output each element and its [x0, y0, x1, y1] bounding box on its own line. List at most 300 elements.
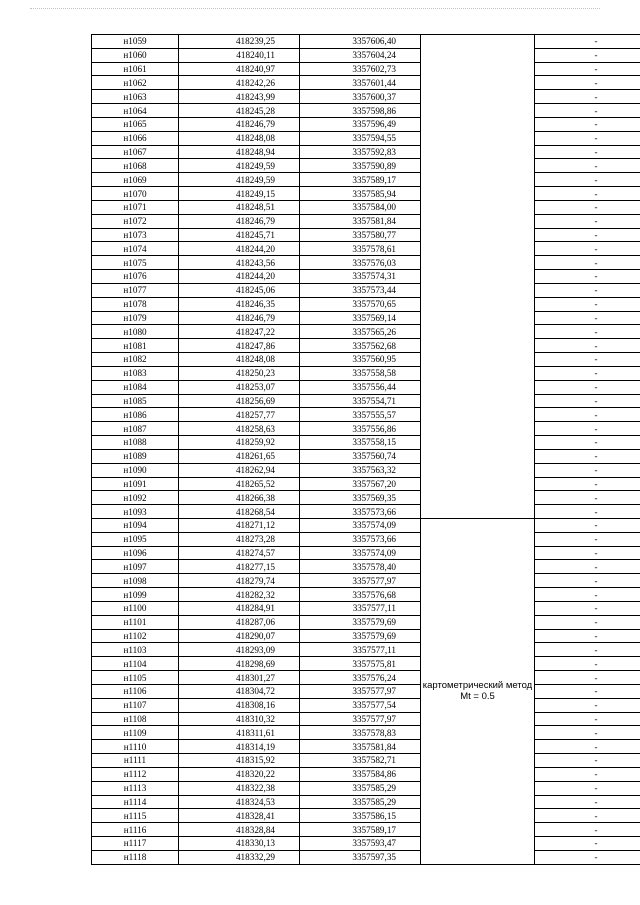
coordinate-y: 3357573,66 — [300, 532, 421, 546]
error-value: - — [535, 200, 640, 214]
coordinate-x: 418282,32 — [179, 588, 300, 602]
coordinate-y: 3357574,09 — [300, 518, 421, 532]
table-row — [92, 532, 640, 546]
coordinate-y: 3357569,35 — [300, 491, 421, 505]
point-name: н1103 — [92, 643, 179, 657]
table-row — [92, 117, 640, 131]
coordinate-x: 418304,72 — [179, 684, 300, 698]
table-row — [92, 823, 640, 837]
table-row — [92, 436, 640, 450]
coordinate-x: 418247,86 — [179, 339, 300, 353]
error-value: - — [535, 754, 640, 768]
error-value: - — [535, 76, 640, 90]
table-row — [92, 187, 640, 201]
point-name: н1106 — [92, 684, 179, 698]
table-row — [92, 62, 640, 76]
error-value: - — [535, 449, 640, 463]
point-name: н1089 — [92, 449, 179, 463]
table-row — [92, 200, 640, 214]
point-name: н1059 — [92, 35, 179, 49]
coordinate-x: 418250,23 — [179, 366, 300, 380]
coordinate-x: 418256,69 — [179, 394, 300, 408]
scan-header-noise — [30, 8, 600, 15]
table-row — [92, 795, 640, 809]
error-value: - — [535, 657, 640, 671]
table-row — [92, 325, 640, 339]
point-name: н1090 — [92, 463, 179, 477]
table-row — [92, 422, 640, 436]
error-value: - — [535, 767, 640, 781]
coordinate-y: 3357577,97 — [300, 684, 421, 698]
error-value: - — [535, 615, 640, 629]
coordinate-y: 3357606,40 — [300, 35, 421, 49]
point-name: н1083 — [92, 366, 179, 380]
coordinate-y: 3357584,00 — [300, 200, 421, 214]
coordinate-x: 418258,63 — [179, 422, 300, 436]
table-row — [92, 394, 640, 408]
coordinate-y: 3357600,37 — [300, 90, 421, 104]
coordinate-x: 418248,51 — [179, 200, 300, 214]
point-name: н1101 — [92, 615, 179, 629]
error-value: - — [535, 48, 640, 62]
error-value: - — [535, 394, 640, 408]
point-name: н1091 — [92, 477, 179, 491]
coordinate-x: 418332,29 — [179, 850, 300, 864]
point-name: н1104 — [92, 657, 179, 671]
coordinate-x: 418259,92 — [179, 436, 300, 450]
point-name: н1061 — [92, 62, 179, 76]
point-name: н1087 — [92, 422, 179, 436]
error-value: - — [535, 518, 640, 532]
error-value: - — [535, 297, 640, 311]
error-value: - — [535, 546, 640, 560]
coordinate-x: 418277,15 — [179, 560, 300, 574]
table-row — [92, 712, 640, 726]
point-name: н1076 — [92, 270, 179, 284]
point-name: н1068 — [92, 159, 179, 173]
table-row — [92, 35, 640, 49]
coordinate-y: 3357558,15 — [300, 436, 421, 450]
coordinate-y: 3357576,68 — [300, 588, 421, 602]
error-value: - — [535, 726, 640, 740]
table-row — [92, 657, 640, 671]
error-value: - — [535, 159, 640, 173]
coordinate-y: 3357585,29 — [300, 795, 421, 809]
coordinate-y: 3357597,35 — [300, 850, 421, 864]
coordinate-x: 418265,52 — [179, 477, 300, 491]
method-cell-top — [421, 35, 535, 519]
coordinate-x: 418293,09 — [179, 643, 300, 657]
coordinate-y: 3357577,97 — [300, 712, 421, 726]
table-row — [92, 574, 640, 588]
coordinate-x: 418314,19 — [179, 740, 300, 754]
coordinate-x: 418322,38 — [179, 781, 300, 795]
table-row — [92, 809, 640, 823]
coordinate-y: 3357556,44 — [300, 380, 421, 394]
coordinate-x: 418308,16 — [179, 698, 300, 712]
coordinate-x: 418320,22 — [179, 767, 300, 781]
table-row — [92, 214, 640, 228]
point-name: н1073 — [92, 228, 179, 242]
coordinate-x: 418248,94 — [179, 145, 300, 159]
error-value: - — [535, 242, 640, 256]
point-name: н1111 — [92, 754, 179, 768]
error-value: - — [535, 505, 640, 519]
coordinate-x: 418262,94 — [179, 463, 300, 477]
error-value: - — [535, 270, 640, 284]
error-value: - — [535, 436, 640, 450]
coordinate-y: 3357560,95 — [300, 353, 421, 367]
table-row — [92, 754, 640, 768]
point-name: н1069 — [92, 173, 179, 187]
table-row — [92, 615, 640, 629]
coordinate-x: 418298,69 — [179, 657, 300, 671]
coordinate-y: 3357580,77 — [300, 228, 421, 242]
method-cell-bottom: картометрический метод Mt = 0.5 — [421, 518, 535, 864]
coordinate-x: 418249,59 — [179, 159, 300, 173]
coordinate-y: 3357575,81 — [300, 657, 421, 671]
coordinate-y: 3357581,84 — [300, 214, 421, 228]
error-value: - — [535, 283, 640, 297]
error-value: - — [535, 62, 640, 76]
table-row — [92, 48, 640, 62]
error-value: - — [535, 131, 640, 145]
table-row — [92, 90, 640, 104]
error-value: - — [535, 809, 640, 823]
table-row — [92, 131, 640, 145]
coordinate-y: 3357577,11 — [300, 601, 421, 615]
point-name: н1114 — [92, 795, 179, 809]
error-value: - — [535, 422, 640, 436]
table-row — [92, 767, 640, 781]
coordinate-y: 3357560,74 — [300, 449, 421, 463]
coordinate-y: 3357578,61 — [300, 242, 421, 256]
coordinate-y: 3357579,69 — [300, 629, 421, 643]
table-row — [92, 228, 640, 242]
coordinate-y: 3357596,49 — [300, 117, 421, 131]
point-name: н1078 — [92, 297, 179, 311]
table-row — [92, 104, 640, 118]
coordinate-y: 3357573,66 — [300, 505, 421, 519]
error-value: - — [535, 325, 640, 339]
coordinate-x: 418266,38 — [179, 491, 300, 505]
error-value: - — [535, 408, 640, 422]
table-row — [92, 145, 640, 159]
point-name: н1088 — [92, 436, 179, 450]
point-name: н1093 — [92, 505, 179, 519]
coordinate-y: 3357604,24 — [300, 48, 421, 62]
coordinate-x: 418249,59 — [179, 173, 300, 187]
coordinate-x: 418257,77 — [179, 408, 300, 422]
coordinate-x: 418284,91 — [179, 601, 300, 615]
error-value: - — [535, 684, 640, 698]
point-name: н1084 — [92, 380, 179, 394]
coordinate-y: 3357556,86 — [300, 422, 421, 436]
point-name: н1098 — [92, 574, 179, 588]
table-row — [92, 463, 640, 477]
point-name: н1071 — [92, 200, 179, 214]
table-row — [92, 353, 640, 367]
table-row — [92, 546, 640, 560]
coordinate-y: 3357589,17 — [300, 173, 421, 187]
coordinate-y: 3357592,83 — [300, 145, 421, 159]
coordinate-x: 418301,27 — [179, 671, 300, 685]
point-name: н1075 — [92, 256, 179, 270]
coordinate-y: 3357582,71 — [300, 754, 421, 768]
table-row — [92, 159, 640, 173]
coordinate-x: 418240,11 — [179, 48, 300, 62]
error-value: - — [535, 35, 640, 49]
error-value: - — [535, 366, 640, 380]
coordinate-y: 3357563,32 — [300, 463, 421, 477]
coordinate-x: 418273,28 — [179, 532, 300, 546]
error-value: - — [535, 104, 640, 118]
coordinate-x: 418315,92 — [179, 754, 300, 768]
coordinate-y: 3357555,57 — [300, 408, 421, 422]
coordinate-x: 418243,56 — [179, 256, 300, 270]
point-name: н1117 — [92, 837, 179, 851]
coordinate-x: 418248,08 — [179, 131, 300, 145]
table-row — [92, 449, 640, 463]
error-value: - — [535, 532, 640, 546]
coordinate-y: 3357581,84 — [300, 740, 421, 754]
coordinate-y: 3357577,54 — [300, 698, 421, 712]
coordinate-y: 3357584,86 — [300, 767, 421, 781]
coordinate-y: 3357594,55 — [300, 131, 421, 145]
coordinate-x: 418311,61 — [179, 726, 300, 740]
coordinate-y: 3357567,20 — [300, 477, 421, 491]
error-value: - — [535, 850, 640, 864]
point-name: н1112 — [92, 767, 179, 781]
coordinate-x: 418253,07 — [179, 380, 300, 394]
point-name: н1095 — [92, 532, 179, 546]
error-value: - — [535, 823, 640, 837]
coordinates-table-body — [92, 35, 640, 865]
table-row — [92, 380, 640, 394]
coordinate-y: 3357576,24 — [300, 671, 421, 685]
point-name: н1079 — [92, 311, 179, 325]
coordinate-x: 418245,28 — [179, 104, 300, 118]
point-name: н1110 — [92, 740, 179, 754]
error-value: - — [535, 698, 640, 712]
error-value: - — [535, 339, 640, 353]
error-value: - — [535, 781, 640, 795]
table-row — [92, 505, 640, 519]
table-row — [92, 311, 640, 325]
coordinate-y: 3357593,47 — [300, 837, 421, 851]
coordinate-y: 3357602,73 — [300, 62, 421, 76]
error-value: - — [535, 353, 640, 367]
coordinate-y: 3357598,86 — [300, 104, 421, 118]
coordinate-x: 418239,25 — [179, 35, 300, 49]
coordinate-x: 418268,54 — [179, 505, 300, 519]
coordinate-x: 418245,71 — [179, 228, 300, 242]
point-name: н1109 — [92, 726, 179, 740]
table-row — [92, 698, 640, 712]
coordinate-y: 3357578,83 — [300, 726, 421, 740]
table-row — [92, 740, 640, 754]
coordinate-x: 418244,20 — [179, 270, 300, 284]
coordinate-y: 3357569,14 — [300, 311, 421, 325]
error-value: - — [535, 117, 640, 131]
point-name: н1113 — [92, 781, 179, 795]
coordinate-y: 3357554,71 — [300, 394, 421, 408]
coordinate-x: 418274,57 — [179, 546, 300, 560]
coordinate-y: 3357589,17 — [300, 823, 421, 837]
point-name: н1081 — [92, 339, 179, 353]
error-value: - — [535, 712, 640, 726]
point-name: н1070 — [92, 187, 179, 201]
coordinate-y: 3357565,26 — [300, 325, 421, 339]
table-row — [92, 256, 640, 270]
coordinate-y: 3357577,97 — [300, 574, 421, 588]
coordinate-x: 418242,26 — [179, 76, 300, 90]
coordinate-x: 418247,22 — [179, 325, 300, 339]
coordinate-x: 418246,35 — [179, 297, 300, 311]
coordinate-x: 418279,74 — [179, 574, 300, 588]
table-row — [92, 643, 640, 657]
table-row — [92, 366, 640, 380]
coordinate-y: 3357576,03 — [300, 256, 421, 270]
error-value: - — [535, 740, 640, 754]
coordinate-x: 418249,15 — [179, 187, 300, 201]
coordinate-x: 418246,79 — [179, 117, 300, 131]
point-name: н1067 — [92, 145, 179, 159]
coordinate-x: 418240,97 — [179, 62, 300, 76]
table-row — [92, 684, 640, 698]
table-row — [92, 560, 640, 574]
coordinate-y: 3357562,68 — [300, 339, 421, 353]
table-row — [92, 491, 640, 505]
coordinate-x: 418271,12 — [179, 518, 300, 532]
point-name: н1116 — [92, 823, 179, 837]
point-name: н1060 — [92, 48, 179, 62]
error-value: - — [535, 837, 640, 851]
point-name: н1080 — [92, 325, 179, 339]
error-value: - — [535, 588, 640, 602]
coordinate-x: 418245,06 — [179, 283, 300, 297]
coordinate-y: 3357601,44 — [300, 76, 421, 90]
table-row — [92, 850, 640, 864]
table-row — [92, 297, 640, 311]
point-name: н1099 — [92, 588, 179, 602]
error-value: - — [535, 574, 640, 588]
coordinate-x: 418328,41 — [179, 809, 300, 823]
point-name: н1092 — [92, 491, 179, 505]
point-name: н1066 — [92, 131, 179, 145]
coordinate-y: 3357570,65 — [300, 297, 421, 311]
point-name: н1082 — [92, 353, 179, 367]
point-name: н1108 — [92, 712, 179, 726]
error-value: - — [535, 643, 640, 657]
point-name: н1077 — [92, 283, 179, 297]
table-row — [92, 671, 640, 685]
table-row — [92, 518, 640, 532]
point-name: н1072 — [92, 214, 179, 228]
coordinate-y: 3357590,89 — [300, 159, 421, 173]
point-name: н1063 — [92, 90, 179, 104]
coordinate-y: 3357585,94 — [300, 187, 421, 201]
coordinate-x: 418246,79 — [179, 311, 300, 325]
error-value: - — [535, 463, 640, 477]
coordinate-y: 3357578,40 — [300, 560, 421, 574]
coordinate-x: 418243,99 — [179, 90, 300, 104]
point-name: н1074 — [92, 242, 179, 256]
table-row — [92, 837, 640, 851]
table-row — [92, 477, 640, 491]
coordinate-x: 418290,07 — [179, 629, 300, 643]
table-row — [92, 588, 640, 602]
coordinate-y: 3357574,09 — [300, 546, 421, 560]
table-row — [92, 76, 640, 90]
point-name: н1118 — [92, 850, 179, 864]
error-value: - — [535, 256, 640, 270]
table-row — [92, 270, 640, 284]
error-value: - — [535, 795, 640, 809]
point-name: н1085 — [92, 394, 179, 408]
error-value: - — [535, 90, 640, 104]
coordinate-x: 418248,08 — [179, 353, 300, 367]
coordinate-x: 418328,84 — [179, 823, 300, 837]
point-name: н1102 — [92, 629, 179, 643]
coordinate-x: 418310,32 — [179, 712, 300, 726]
point-name: н1062 — [92, 76, 179, 90]
error-value: - — [535, 187, 640, 201]
error-value: - — [535, 214, 640, 228]
coordinate-x: 418244,20 — [179, 242, 300, 256]
point-name: н1097 — [92, 560, 179, 574]
table-row — [92, 726, 640, 740]
point-name: н1094 — [92, 518, 179, 532]
error-value: - — [535, 601, 640, 615]
error-value: - — [535, 477, 640, 491]
point-name: н1065 — [92, 117, 179, 131]
table-row — [92, 629, 640, 643]
error-value: - — [535, 671, 640, 685]
coordinate-y: 3357574,31 — [300, 270, 421, 284]
point-name: н1105 — [92, 671, 179, 685]
coordinate-y: 3357579,69 — [300, 615, 421, 629]
coordinate-y: 3357586,15 — [300, 809, 421, 823]
table-row — [92, 242, 640, 256]
coordinate-x: 418330,13 — [179, 837, 300, 851]
coordinate-x: 418246,79 — [179, 214, 300, 228]
point-name: н1107 — [92, 698, 179, 712]
table-row — [92, 601, 640, 615]
table-row — [92, 173, 640, 187]
error-value: - — [535, 380, 640, 394]
coordinate-x: 418324,53 — [179, 795, 300, 809]
point-name: н1100 — [92, 601, 179, 615]
coordinates-table — [91, 34, 640, 865]
point-name: н1115 — [92, 809, 179, 823]
coordinate-y: 3357573,44 — [300, 283, 421, 297]
point-name: н1064 — [92, 104, 179, 118]
error-value: - — [535, 228, 640, 242]
point-name: н1096 — [92, 546, 179, 560]
coordinate-x: 418261,65 — [179, 449, 300, 463]
table-row — [92, 408, 640, 422]
error-value: - — [535, 560, 640, 574]
table-row — [92, 339, 640, 353]
error-value: - — [535, 145, 640, 159]
error-value: - — [535, 491, 640, 505]
error-value: - — [535, 311, 640, 325]
coordinate-x: 418287,06 — [179, 615, 300, 629]
error-value: - — [535, 629, 640, 643]
table-row — [92, 283, 640, 297]
coordinate-y: 3357558,58 — [300, 366, 421, 380]
